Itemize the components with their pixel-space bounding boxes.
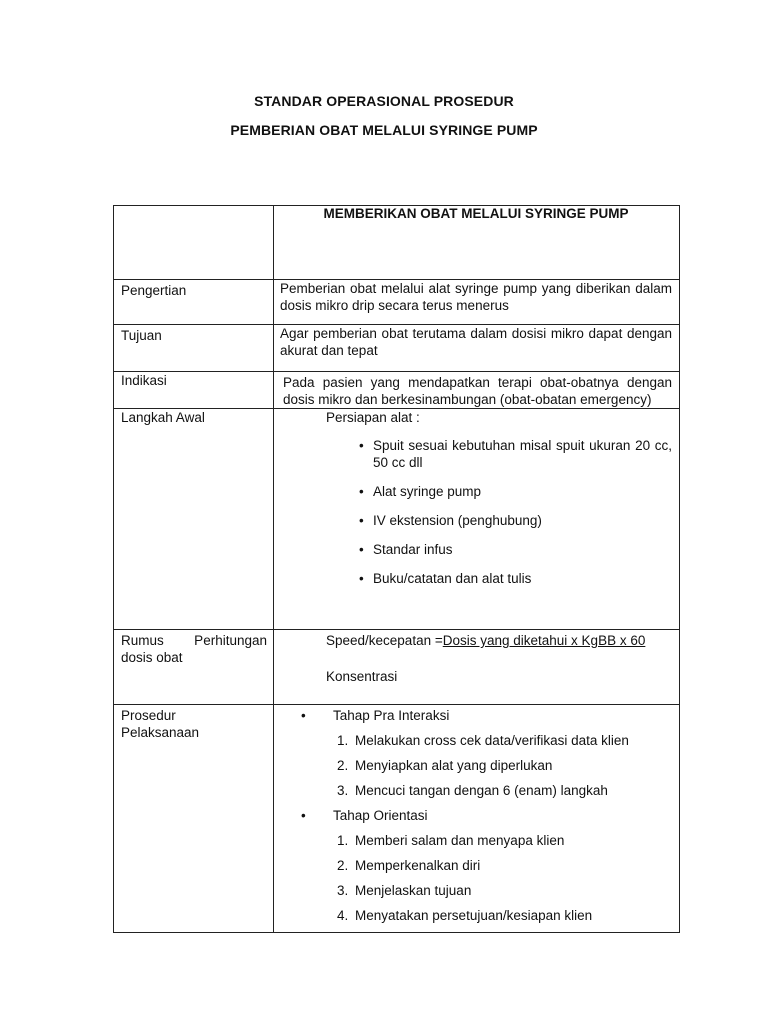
empty-label-cell xyxy=(114,206,274,280)
table-row-langkah-awal xyxy=(114,409,680,630)
bullet-icon: • xyxy=(359,571,364,586)
list-item: • Standar infus xyxy=(359,542,453,557)
row-label-langkah-awal: Langkah Awal xyxy=(121,410,205,425)
list-item: 1. Melakukan cross cek data/verifikasi data klien xyxy=(337,733,629,748)
list-item: 3. Menjelaskan tujuan xyxy=(337,883,472,898)
row-text-pengertian: Pemberian obat melalui alat syringe pump yang diberikan dalam dosis mikro drip secara terus menerus xyxy=(274,280,680,325)
list-item: • Buku/catatan dan alat tulis xyxy=(359,571,532,586)
steps-pra-interaksi xyxy=(280,732,672,807)
row-label-prosedur: Prosedur xyxy=(121,708,176,723)
bullet-icon: • xyxy=(301,808,306,823)
row-label-prosedur-line2: Pelaksanaan xyxy=(121,725,200,740)
sop-table xyxy=(113,205,680,933)
row-label-indikasi: Indikasi xyxy=(121,373,167,388)
speed-formula: Speed/kecepatan =Dosis yang diketahui x KgBB x 60 xyxy=(326,633,646,648)
list-item: • IV ekstension (penghubung) xyxy=(359,513,542,528)
konsentrasi-label: Konsentrasi xyxy=(326,669,398,684)
list-item: • Alat syringe pump xyxy=(359,484,482,499)
section-orientasi: • Tahap Orientasi xyxy=(301,808,428,823)
document-subtitle: PEMBERIAN OBAT MELALUI SYRINGE PUMP xyxy=(230,122,538,138)
list-item: 2. Menyiapkan alat yang diperlukan xyxy=(337,758,553,773)
persiapan-alat-heading: Persiapan alat : xyxy=(326,410,420,425)
row-label-rumus-line2: dosis obat xyxy=(121,650,183,665)
table-row-prosedur xyxy=(114,705,680,933)
table-row-rumus xyxy=(114,630,680,705)
list-item: • Spuit sesuai kebutuhan misal spuit ukuran 20 cc, 50 cc dll xyxy=(359,438,672,470)
table-row-tujuan xyxy=(114,325,680,372)
list-item: 2. Memperkenalkan diri xyxy=(337,858,481,873)
equipment-list xyxy=(280,437,672,587)
table-heading: MEMBERIKAN OBAT MELALUI SYRINGE PUMP xyxy=(274,206,680,280)
row-label-tujuan: Tujuan xyxy=(121,328,162,343)
row-text-indikasi: Pada pasien yang mendapatkan terapi obat-obatnya dengan dosis mikro dan berkesinambungan (obat-obatan emergency) xyxy=(283,375,672,407)
bullet-icon: • xyxy=(359,484,364,499)
row-label-pengertian: Pengertian xyxy=(121,283,187,298)
list-item: 3. Mencuci tangan dengan 6 (enam) langkah xyxy=(337,783,608,798)
list-item: 4. Menyatakan persetujuan/kesiapan klien xyxy=(337,908,593,923)
bullet-icon: • xyxy=(301,708,306,723)
bullet-icon: • xyxy=(359,542,364,557)
table-row-heading xyxy=(114,206,680,280)
document-title: STANDAR OPERASIONAL PROSEDUR xyxy=(254,93,514,109)
row-label-rumus: Rumus Perhitungan xyxy=(121,633,267,648)
table-row-indikasi xyxy=(114,372,680,409)
steps-orientasi xyxy=(280,832,672,932)
row-text-tujuan: Agar pemberian obat terutama dalam dosisi mikro dapat dengan akurat dan tepat xyxy=(274,325,680,372)
table-row-pengertian xyxy=(114,280,680,325)
bullet-icon: • xyxy=(359,438,364,453)
bullet-icon: • xyxy=(359,513,364,528)
section-pra-interaksi: • Tahap Pra Interaksi xyxy=(301,708,450,723)
list-item: 1. Memberi salam dan menyapa klien xyxy=(337,833,565,848)
